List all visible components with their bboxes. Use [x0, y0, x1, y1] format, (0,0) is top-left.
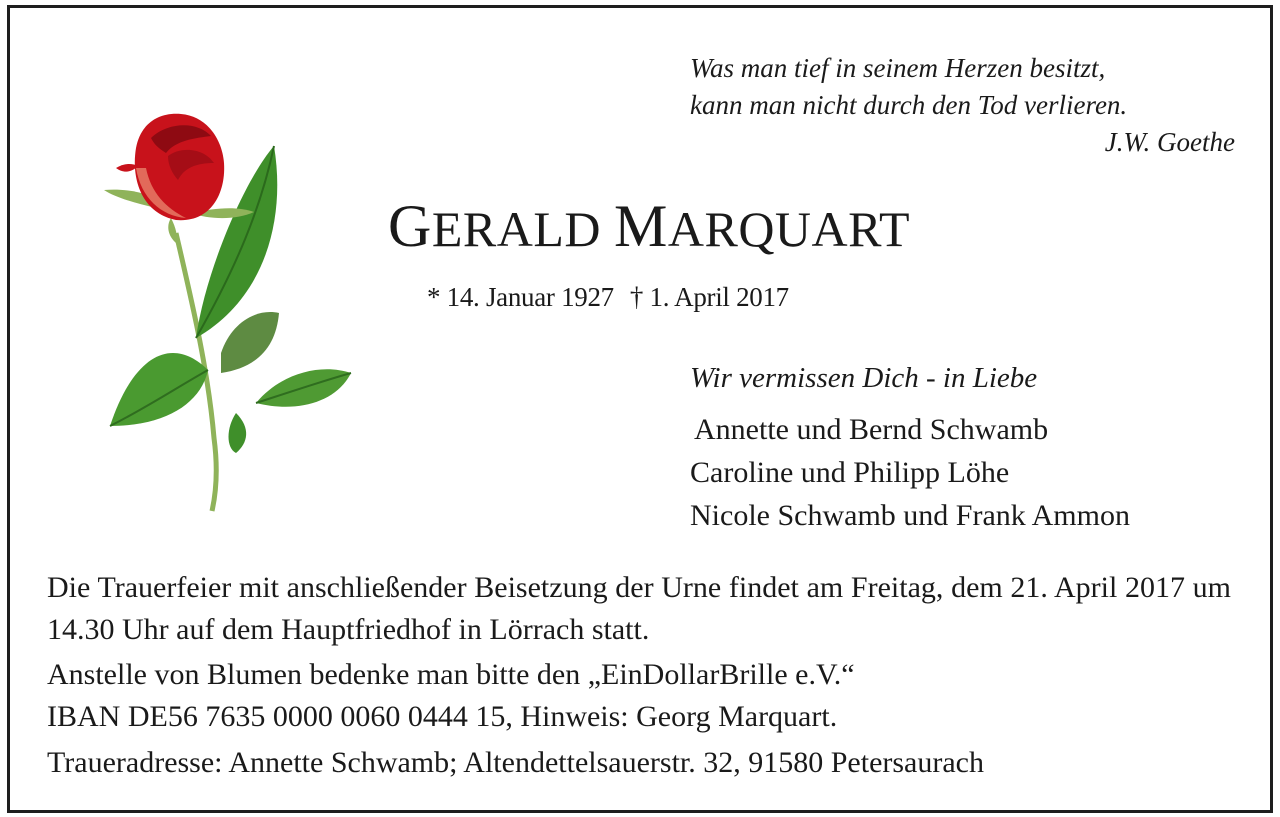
quote-line-2: kann man nicht durch den Tod verlieren.	[690, 90, 1128, 120]
birth-date: * 14. Januar 1927	[427, 282, 614, 312]
notice-text	[47, 567, 1231, 784]
quote-author: J.W. Goethe	[1104, 127, 1235, 157]
donation-line-1: Anstelle von Blumen bedenke man bitte den „EinDollarBrille e.V.“	[47, 658, 855, 691]
last-name-initial: M	[614, 193, 668, 259]
mourner-1: Annette und Bernd Schwamb	[694, 413, 1049, 446]
death-date: † 1. April 2017	[629, 282, 789, 312]
mourner-2: Caroline und Philipp Löhe	[690, 456, 1010, 489]
ceremony-info: Die Trauerfeier mit anschließender Beisetzung der Urne findet am Freitag, dem 21. April 2017 um 14.30 Uhr auf dem Hauptfriedhof in Lörrach statt.	[47, 571, 1231, 646]
last-name-rest: ARQUART	[667, 201, 911, 257]
life-dates	[427, 282, 789, 313]
mourning-address: Traueradresse: Annette Schwamb; Altendettelsauerstr. 32, 91580 Petersaurach	[47, 746, 984, 779]
rose-image	[96, 108, 358, 513]
first-name-initial: G	[388, 193, 432, 259]
donation-info	[47, 654, 1231, 738]
first-name-rest: ERALD	[431, 201, 601, 257]
deceased-name	[388, 192, 910, 261]
donation-line-2: IBAN DE56 7635 0000 0060 0444 15, Hinweis: Georg Marquart.	[47, 700, 838, 733]
mourner-3: Nicole Schwamb und Frank Ammon	[690, 499, 1130, 532]
mourners-list	[690, 408, 1130, 537]
mourners-intro: Wir vermissen Dich - in Liebe	[690, 362, 1038, 394]
goethe-quote	[690, 50, 1235, 161]
quote-line-1: Was man tief in seinem Herzen besitzt,	[690, 53, 1106, 83]
